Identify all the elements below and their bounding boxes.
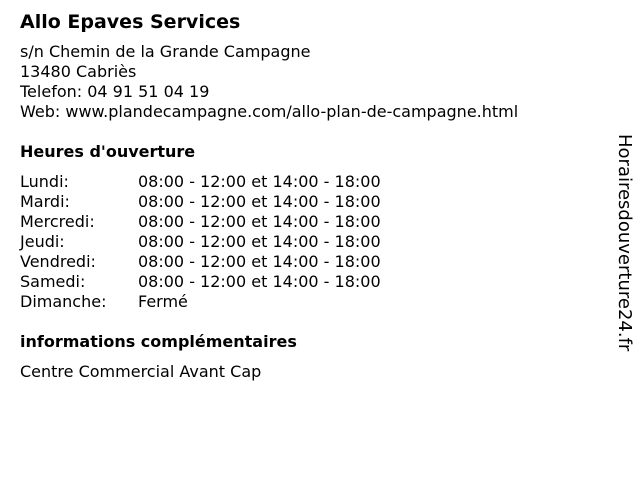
hours-day-label: Mercredi: [20,212,95,231]
hours-day-label: Samedi: [20,272,86,291]
hours-day-label: Jeudi: [20,232,65,251]
hours-time: 08:00 - 12:00 et 14:00 - 18:00 [138,232,381,251]
phone-line: Telefon: 04 91 51 04 19 [20,82,210,101]
hours-time: 08:00 - 12:00 et 14:00 - 18:00 [138,172,381,191]
hours-row-jeudi [20,232,600,252]
business-card [20,10,600,382]
extra-info-text: Centre Commercial Avant Cap [20,362,262,381]
hours-row-samedi [20,272,600,292]
business-name: Allo Epaves Services [20,11,241,33]
hours-time: 08:00 - 12:00 et 14:00 - 18:00 [138,212,381,231]
hours-time: 08:00 - 12:00 et 14:00 - 18:00 [138,272,381,291]
hours-row-mardi [20,192,600,212]
web-line: Web: www.plandecampagne.com/allo-plan-de-campagne.html [20,102,519,121]
hours-row-dimanche [20,292,600,312]
hours-day-label: Dimanche: [20,292,107,311]
hours-list [20,172,600,312]
site-watermark: Horairesdouverture24.fr [614,134,635,352]
address-street: s/n Chemin de la Grande Campagne [20,42,311,61]
hours-row-vendredi [20,252,600,272]
address-city: 13480 Cabriès [20,62,137,81]
hours-time: Fermé [138,292,188,311]
hours-time: 08:00 - 12:00 et 14:00 - 18:00 [138,252,381,271]
hours-row-lundi [20,172,600,192]
hours-day-label: Lundi: [20,172,69,191]
hours-day-label: Mardi: [20,192,70,211]
hours-day-label: Vendredi: [20,252,96,271]
extra-info-heading: informations complémentaires [20,332,297,351]
hours-heading: Heures d'ouverture [20,142,196,161]
hours-time: 08:00 - 12:00 et 14:00 - 18:00 [138,192,381,211]
hours-row-mercredi [20,212,600,232]
